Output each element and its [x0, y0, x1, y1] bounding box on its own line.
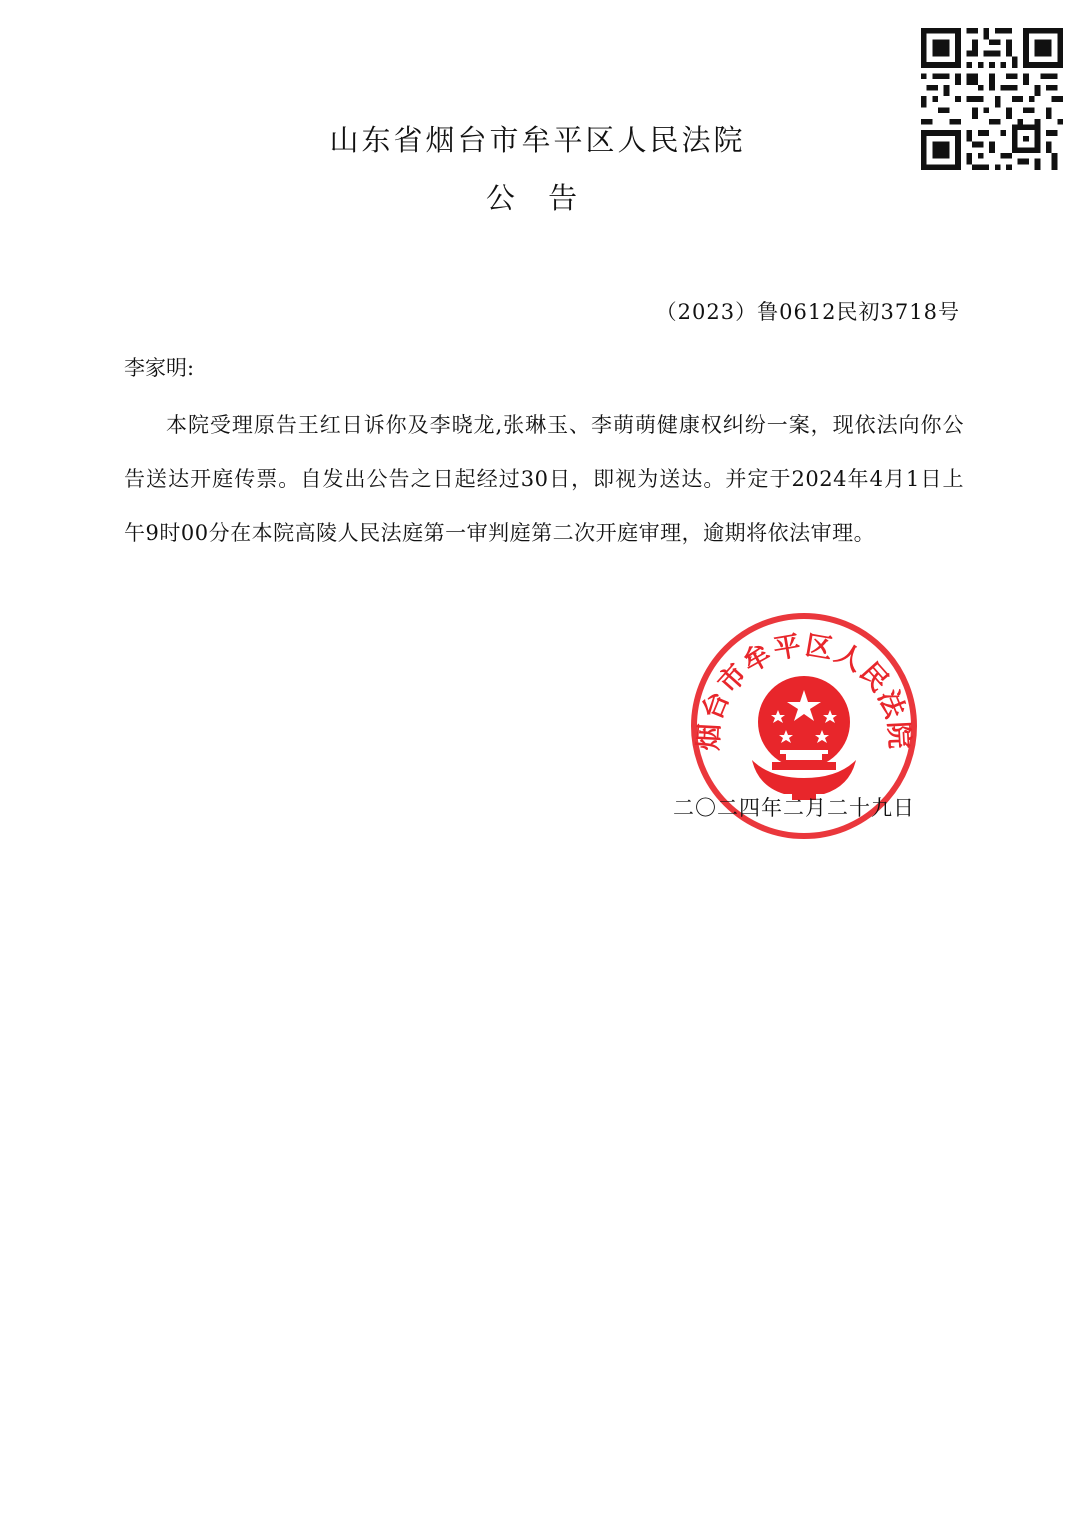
document-type-heading: 公 告 — [485, 181, 590, 215]
case-number: （2023）鲁0612民初3718号 — [655, 300, 960, 324]
seal-text: 烟台市牟平区人民法院 — [693, 630, 915, 752]
issue-date: 二〇二四年二月二十九日 — [673, 796, 915, 820]
recipient-salutation: 李家明: — [124, 356, 195, 380]
announcement-body: 本院受理原告王红日诉你及李晓龙,张琳玉、李萌萌健康权纠纷一案，现依法向你公告送达开庭传票。自发出公告之日起经过30日，即视为送达。并定于2024年4月1日上午9时00分在本院高陵人民法庭第一审判庭第二次开庭审理，逾期将依法审理。 — [124, 413, 964, 545]
court-title: 山东省烟台市牟平区人民法院 — [329, 123, 746, 157]
